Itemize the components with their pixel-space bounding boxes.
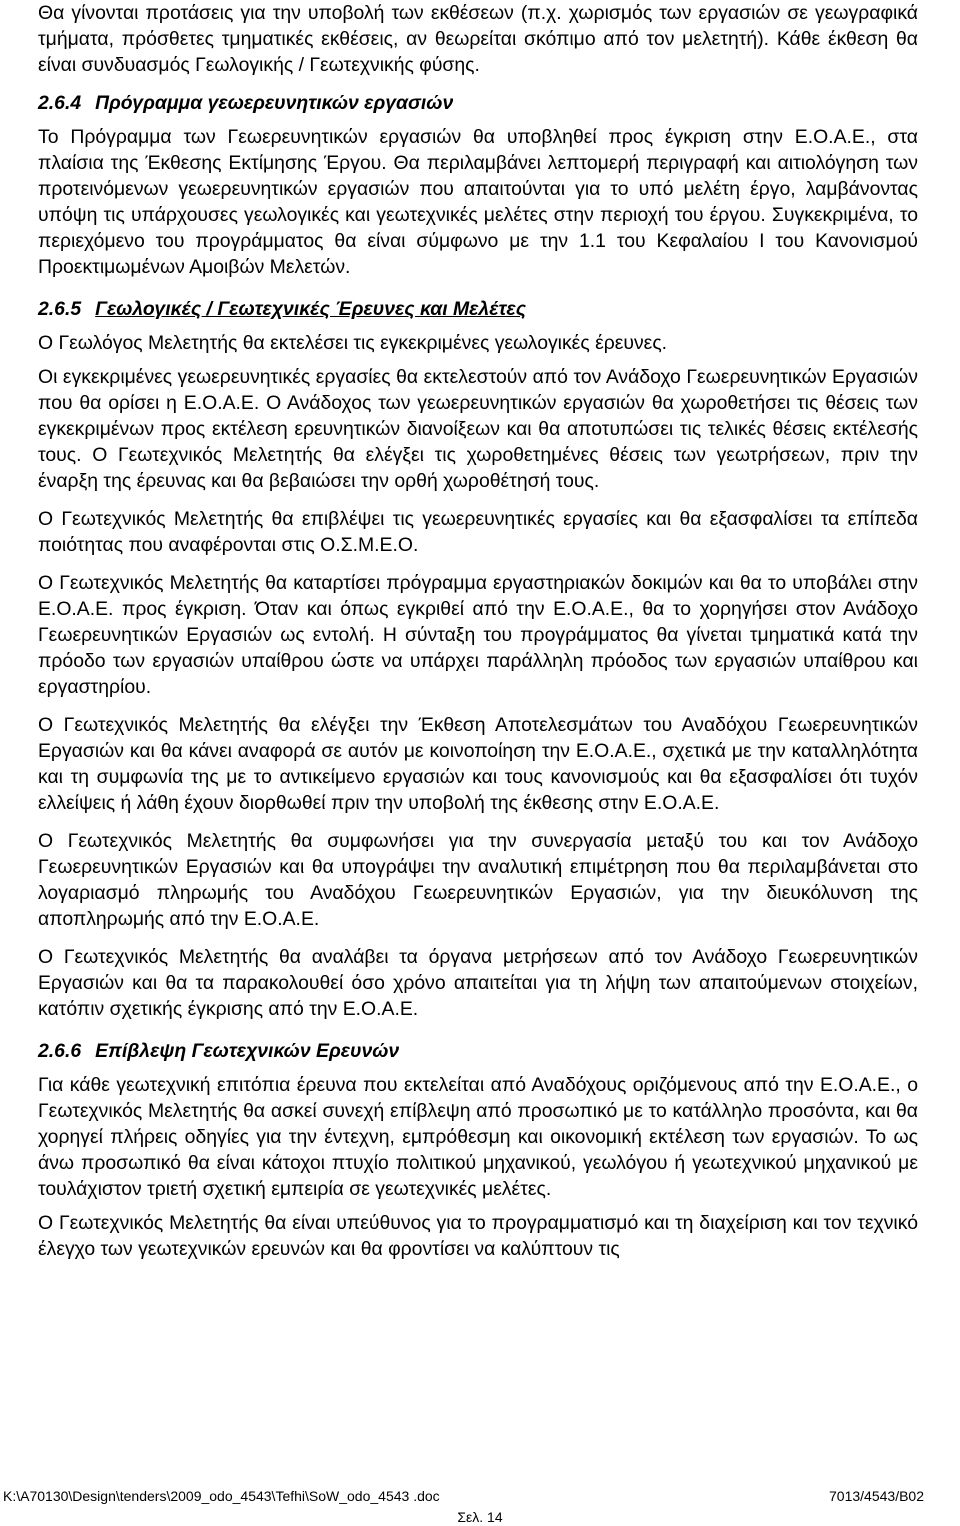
section-title: Πρόγραμμα γεωερευνητικών εργασιών bbox=[95, 92, 454, 114]
section-number: 2.6.6 bbox=[38, 1040, 82, 1062]
document-page bbox=[38, 0, 918, 1262]
section-2-6-5-heading bbox=[38, 296, 918, 322]
section-2-6-5-paragraph-7: Ο Γεωτεχνικός Μελετητής θα αναλάβει τα όργανα μετρήσεων από τον Ανάδοχο Γεωερευνητικών Εργασιών και θα τα παρακολουθεί όσο χρόνο απαιτείται για τη λήψη των απαιτούμενων στοιχείων, κατόπιν σχετικής έγκρισης από την Ε.Ο.Α.Ε. bbox=[38, 946, 918, 1020]
section-2-6-6-heading bbox=[38, 1038, 918, 1064]
section-number: 2.6.5 bbox=[38, 298, 82, 320]
section-2-6-5-paragraph-3: Ο Γεωτεχνικός Μελετητής θα επιβλέψει τις γεωερευνητικές εργασίες και θα εξασφαλίσει τα επίπεδα ποιότητας που αναφέρονται στις Ο.Σ.Μ.Ε.Ο. bbox=[38, 508, 918, 556]
section-2-6-5-paragraph-4: Ο Γεωτεχνικός Μελετητής θα καταρτίσει πρόγραμμα εργαστηριακών δοκιμών και θα το υποβάλει στην Ε.Ο.Α.Ε. προς έγκριση. Όταν και όπως εγκριθεί από την Ε.Ο.Α.Ε., θα το χορηγήσει στον Ανάδοχο Γεωερευνητικών Εργασιών ως εντολή. Η σύνταξη του προγράμματος θα γίνεται τμηματικά κατά την πρόοδο των εργασιών υπαίθρου ώστε να υπάρχει παράλληλη πρόοδος των εργασιών υπαίθρου και εργαστηρίου. bbox=[38, 572, 918, 698]
section-2-6-4-paragraph-1: Το Πρόγραμμα των Γεωερευνητικών εργασιών θα υποβληθεί προς έγκριση στην Ε.Ο.Α.Ε., στα πλαίσια της Έκθεσης Εκτίμησης Έργου. Θα περιλαμβάνει λεπτομερή περιγραφή και αιτιολόγηση των προτεινόμενων γεωερευνητικών εργασιών που απαιτούνται για το υπό μελέτη έργο, λαμβάνοντας υπόψη τις υπάρχουσες γεωλογικές και γεωτεχνικές μελέτες στην περιοχή του έργου. Συγκεκριμένα, το περιεχόμενο του προγράμματος θα είναι σύμφωνο με την 1.1 του Κεφαλαίου Ι του Κανονισμού Προεκτιμωμένων Αμοιβών Μελετών. bbox=[38, 126, 918, 278]
section-title: Γεωλογικές / Γεωτεχνικές Έρευνες και Μελέτες bbox=[95, 298, 527, 320]
section-2-6-6-paragraph-1: Για κάθε γεωτεχνική επιτόπια έρευνα που εκτελείται από Αναδόχους οριζόμενους από την Ε.Ο.Α.Ε., ο Γεωτεχνικός Μελετητής θα ασκεί συνεχή επίβλεψη από προσωπικό με το κατάλληλο προσόντα, και θα χορηγεί πλήρεις οδηγίες για την έντεχνη, εμπρόθεσμη και οικονομική εκτέλεση των εργασιών. Το ως άνω προσωπικό θα είναι κάτοχοι πτυχίο πολιτικού μηχανικού, γεωλόγου ή γεωτεχνικού μηχανικού με τουλάχιστον τριετή σχετική εμπειρία σε γεωτεχνικές μελέτες. bbox=[38, 1074, 918, 1200]
section-2-6-4-heading bbox=[38, 90, 918, 116]
section-2-6-5-paragraph-1: Ο Γεωλόγος Μελετητής θα εκτελέσει τις εγκεκριμένες γεωλογικές έρευνες. bbox=[38, 332, 668, 354]
section-2-6-5-paragraph-2: Οι εγκεκριμένες γεωερευνητικές εργασίες θα εκτελεστούν από τον Ανάδοχο Γεωερευνητικών Εργασιών που θα ορίσει η Ε.Ο.Α.Ε. Ο Ανάδοχος των γεωερευνητικών εργασιών θα χωροθετήσει τις θέσεις των εγκεκριμένων προς εκτέλεση ερευνητικών διανοίξεων και θα αποτυπώσει τις τελικές θέσεις εκτέλεσής τους. Ο Γεωτεχνικός Μελετητής θα ελέγξει τις χωροθετημένες θέσεις των γεωτρήσεων, πριν την έναρξη της έρευνας και θα βεβαιώσει την ορθή χωροθέτησή τους. bbox=[38, 366, 918, 492]
section-2-6-6-paragraph-2: Ο Γεωτεχνικός Μελετητής θα είναι υπεύθυνος για το προγραμματισμό και τη διαχείριση και τον τεχνικό έλεγχο των γεωτεχνικών ερευνών και θα φροντίσει να καλύπτουν τις bbox=[38, 1212, 918, 1260]
footer-page-number: Σελ. 14 bbox=[457, 1509, 503, 1525]
section-2-6-5-paragraph-5: Ο Γεωτεχνικός Μελετητής θα ελέγξει την Έκθεση Αποτελεσμάτων του Αναδόχου Γεωερευνητικών Εργασιών και θα κάνει αναφορά σε αυτόν με κοινοποίηση την Ε.Ο.Α.Ε., σχετικά με την καταλληλότητα και τη συμφωνία της με το αντικείμενο εργασιών και τους κανονισμούς και θα εξασφαλίσει ότι τυχόν ελλείψεις ή λάθη έχουν διορθωθεί πριν την υποβολή της έκθεσης στην Ε.Ο.Α.Ε. bbox=[38, 714, 918, 814]
section-number: 2.6.4 bbox=[38, 92, 82, 114]
footer-document-ref: 7013/4543/B02 bbox=[829, 1488, 924, 1504]
footer-file-path: K:\A70130\Design\tenders\2009_odo_4543\Tefhi\SoW_odo_4543 .doc bbox=[3, 1488, 440, 1504]
intro-paragraph: Θα γίνονται προτάσεις για την υποβολή των εκθέσεων (π.χ. χωρισμός των εργασιών σε γεωγραφικά τμήματα, πρόσθετες τμηματικές εκθέσεις, αν θεωρείται σκόπιμο από τον μελετητή). Κάθε έκθεση θα είναι συνδυασμός Γεωλογικής / Γεωτεχνικής φύσης. bbox=[38, 2, 918, 76]
section-title: Επίβλεψη Γεωτεχνικών Ερευνών bbox=[95, 1040, 400, 1062]
section-2-6-5-paragraph-6: Ο Γεωτεχνικός Μελετητής θα συμφωνήσει για την συνεργασία μεταξύ του και τον Ανάδοχο Γεωερευνητικών Εργασιών και θα υπογράψει την αναλυτική επιμέτρηση που θα περιλαμβάνεται στο λογαριασμό πληρωμής του Αναδόχου Γεωερευνητικών Εργασιών, για την διευκόλυνση της αποπληρωμής από την Ε.Ο.Α.Ε. bbox=[38, 830, 918, 930]
